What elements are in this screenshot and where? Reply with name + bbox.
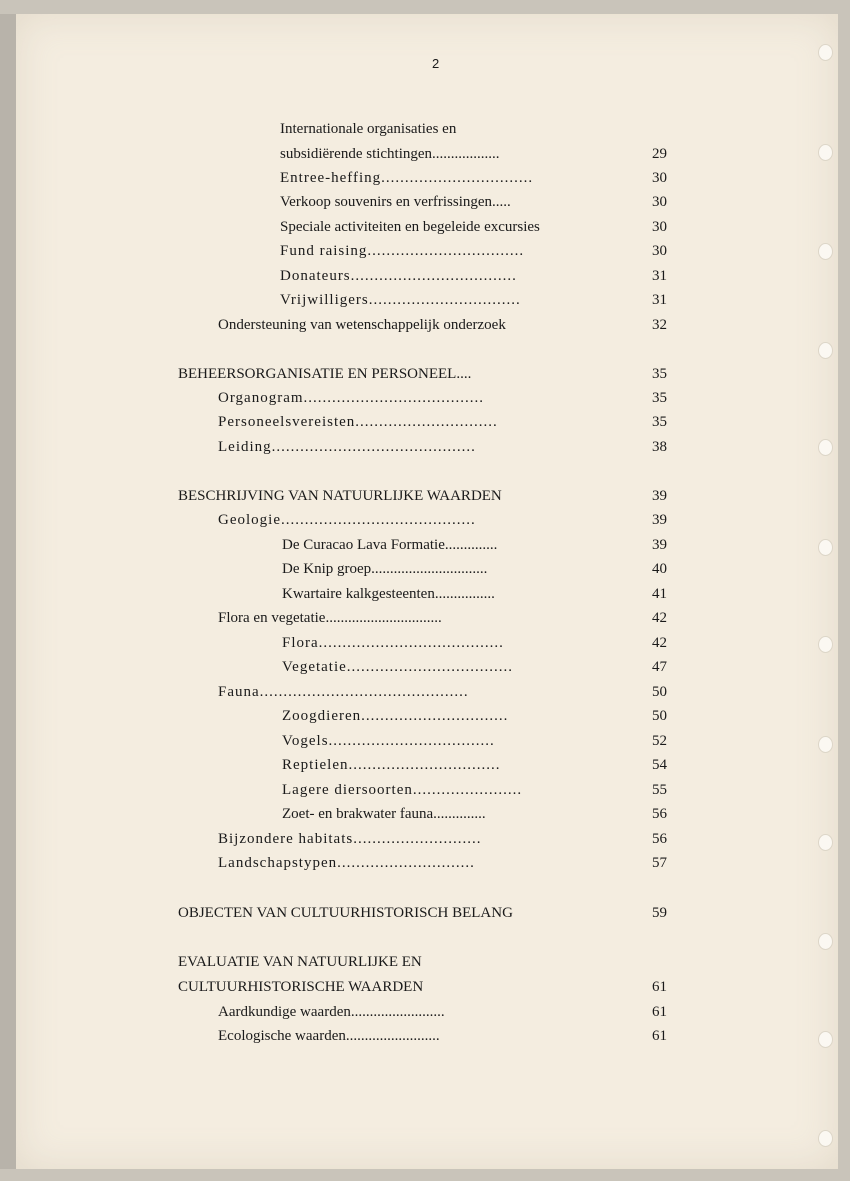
toc-entry: Zoogdieren............................... xyxy=(282,708,509,724)
toc-page-number: 31 xyxy=(652,292,667,308)
punch-hole xyxy=(818,1130,833,1147)
toc-entry: Geologie......................................... xyxy=(218,512,476,528)
toc-page-number: 38 xyxy=(652,439,667,455)
punch-hole xyxy=(818,243,833,260)
toc-entry: Aardkundige waarden......................... xyxy=(218,1004,445,1020)
toc-page-number: 32 xyxy=(652,317,667,333)
toc-entry: Vegetatie................................... xyxy=(282,659,514,675)
toc-entry: Internationale organisaties en xyxy=(280,121,457,137)
toc-heading: EVALUATIE VAN NATUURLIJKE EN xyxy=(178,954,422,970)
toc-entry: Personeelsvereisten.............................. xyxy=(218,414,498,430)
toc-page-number: 52 xyxy=(652,733,667,749)
toc-page-number: 40 xyxy=(652,561,667,577)
toc-page-number: 35 xyxy=(652,390,667,406)
toc-entry: Organogram...................................... xyxy=(218,390,485,406)
toc-entry: Ondersteuning van wetenschappelijk onderzoek xyxy=(218,317,506,333)
toc-page-number: 57 xyxy=(652,855,667,871)
page-number: 2 xyxy=(432,56,440,71)
toc-heading: BEHEERSORGANISATIE EN PERSONEEL.... xyxy=(178,366,472,382)
punch-hole xyxy=(818,636,833,653)
toc-heading: BESCHRIJVING VAN NATUURLIJKE WAARDEN xyxy=(178,488,502,504)
toc-page-number: 39 xyxy=(652,537,667,553)
toc-entry: Flora en vegetatie............................... xyxy=(218,610,442,626)
toc-page-number: 30 xyxy=(652,243,667,259)
toc-page-number: 41 xyxy=(652,586,667,602)
toc-page-number: 56 xyxy=(652,806,667,822)
punch-hole xyxy=(818,736,833,753)
toc-page-number: 50 xyxy=(652,684,667,700)
punch-hole xyxy=(818,933,833,950)
toc-page-number: 31 xyxy=(652,268,667,284)
toc-page-number: 59 xyxy=(652,905,667,921)
toc-entry: subsidiërende stichtingen.................. xyxy=(280,146,500,162)
toc-entry: Vogels................................... xyxy=(282,733,495,749)
toc-page-number: 35 xyxy=(652,366,667,382)
toc-page-number: 47 xyxy=(652,659,667,675)
toc-entry: Flora....................................... xyxy=(282,635,504,651)
toc-entry: Bijzondere habitats........................... xyxy=(218,831,482,847)
toc-entry: Kwartaire kalkgesteenten................ xyxy=(282,586,495,602)
toc-entry: Speciale activiteiten en begeleide excursies xyxy=(280,219,540,235)
toc-page-number: 42 xyxy=(652,635,667,651)
punch-hole xyxy=(818,44,833,61)
toc-page-number: 30 xyxy=(652,219,667,235)
punch-hole xyxy=(818,834,833,851)
toc-entry: Entree-heffing................................ xyxy=(280,170,534,186)
toc-entry: Leiding........................................... xyxy=(218,439,476,455)
toc-page-number: 35 xyxy=(652,414,667,430)
toc-heading: CULTUURHISTORISCHE WAARDEN xyxy=(178,979,424,995)
toc-page-number: 30 xyxy=(652,170,667,186)
toc-entry: Ecologische waarden......................... xyxy=(218,1028,440,1044)
toc-entry: Zoet- en brakwater fauna.............. xyxy=(282,806,486,822)
toc-page-number: 39 xyxy=(652,512,667,528)
toc-entry: De Curacao Lava Formatie.............. xyxy=(282,537,498,553)
toc-page-number: 42 xyxy=(652,610,667,626)
toc-entry: Fund raising................................. xyxy=(280,243,525,259)
toc-page-number: 61 xyxy=(652,1028,667,1044)
toc-page-number: 61 xyxy=(652,1004,667,1020)
punch-hole xyxy=(818,342,833,359)
toc-entry: Lagere diersoorten....................... xyxy=(282,782,523,798)
toc-page-number: 55 xyxy=(652,782,667,798)
toc-page-number: 30 xyxy=(652,194,667,210)
toc-entry: Donateurs................................... xyxy=(280,268,517,284)
toc-entry: Reptielen................................ xyxy=(282,757,501,773)
toc-entry: Vrijwilligers................................ xyxy=(280,292,521,308)
toc-page-number: 56 xyxy=(652,831,667,847)
punch-hole xyxy=(818,539,833,556)
toc-page-number: 50 xyxy=(652,708,667,724)
punch-hole xyxy=(818,144,833,161)
toc-entry: Landschapstypen............................. xyxy=(218,855,475,871)
toc-heading: OBJECTEN VAN CULTUURHISTORISCH BELANG xyxy=(178,905,513,921)
toc-entry: Verkoop souvenirs en verfrissingen..... xyxy=(280,194,511,210)
toc-page-number: 61 xyxy=(652,979,667,995)
toc-entry: De Knip groep............................... xyxy=(282,561,488,577)
toc-entry: Fauna............................................ xyxy=(218,684,469,700)
punch-hole xyxy=(818,439,833,456)
toc-page-number: 54 xyxy=(652,757,667,773)
toc-page-number: 29 xyxy=(652,146,667,162)
toc-page-number: 39 xyxy=(652,488,667,504)
punch-hole xyxy=(818,1031,833,1048)
scan-margin xyxy=(0,14,16,1169)
